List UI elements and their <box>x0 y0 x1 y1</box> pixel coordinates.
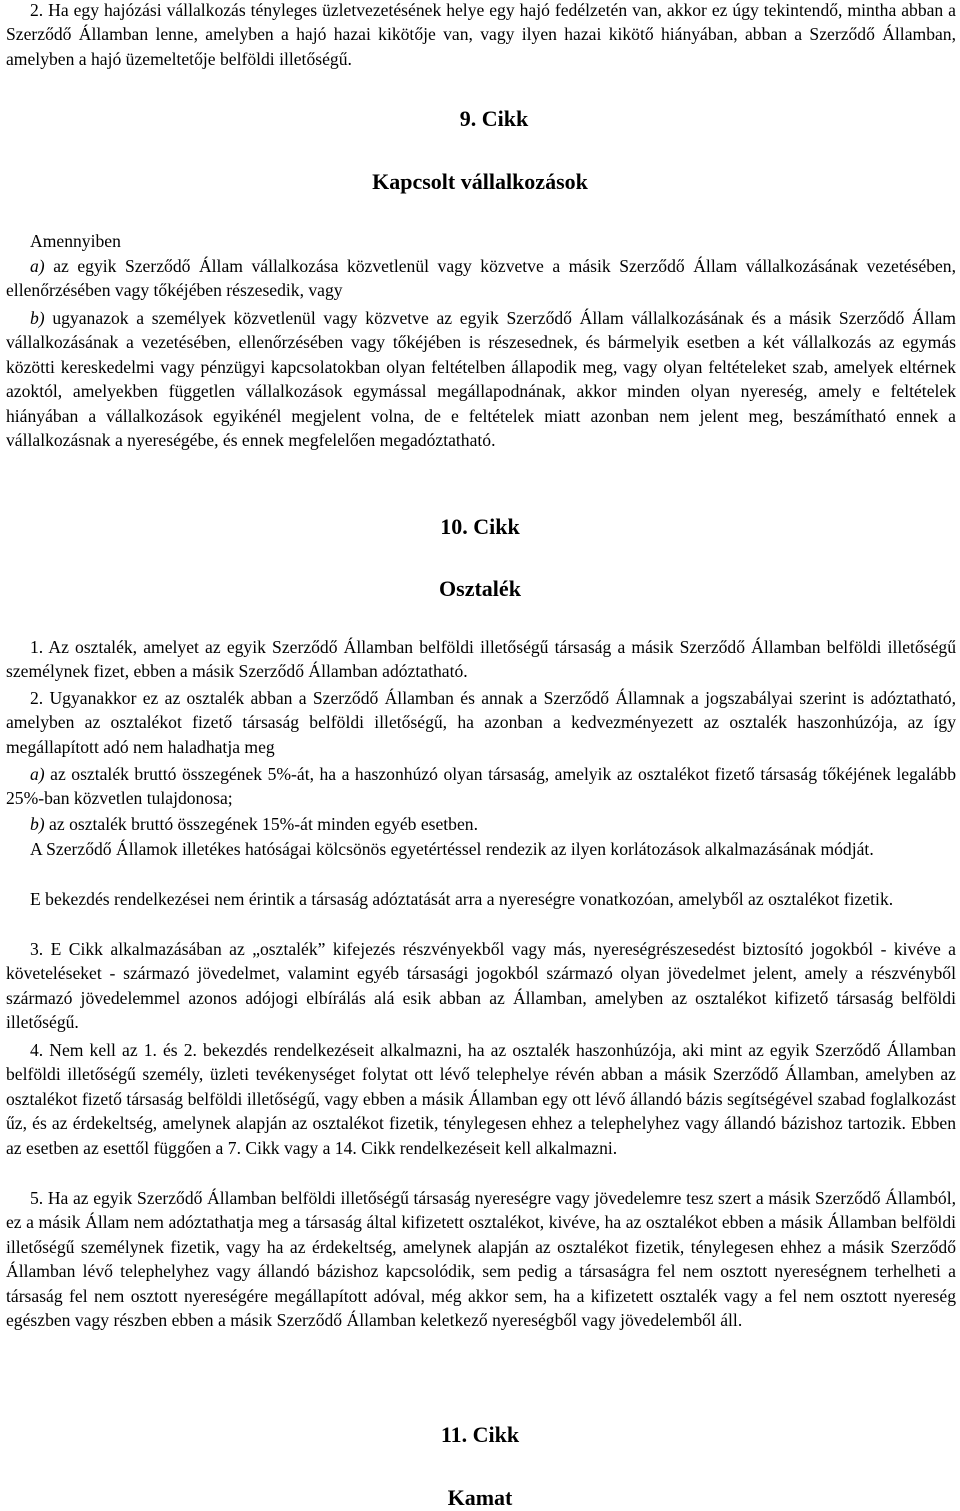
article-10-paragraph-3: 3. E Cikk alkalmazásában az „osztalék” kifejezés részvényekből vagy más, nyereségrészesedést biztosító jogokból - kivéve a követeléseket - származó jövedelmet, valamint egyéb társasági jogokból származó olyan jövedelmet jelent, amely a részvényből származó jövedelemmel azonos adójogi elbírálás alá esik abban az Államban, amelyben az osztalékot kifizető társaság belföldi illetőségű. <box>6 939 956 1033</box>
article-10-paragraph-1: 1. Az osztalék, amelyet az egyik Szerződő Államban belföldi illetőségű társaság a másik Szerződő Államban belföldi illetőségű személynek fizet, ebben a másik Szerződő Államban adóztatható. <box>6 637 956 682</box>
item-a-text: az egyik Szerződő Állam vállalkozása közvetlenül vagy közvetve a másik Szerződő Állam vállalkozásának vezetésében, ellenőrzésében vagy tőkéjében részesedik, vagy <box>6 256 956 301</box>
article-10-paragraph-5: 5. Ha az egyik Szerződő Államban belföldi illetőségű társaság nyereségre vagy jövedelemre tesz szert a másik Szerződő Államból, ez a másik Állam nem adóztathatja meg a társaság által kifizetett osztalékot, kivéve, ha az osztalékot ebben a másik Államban belföldi illetőségű személynek fizetik, vagy ha az érdekeltség, amelynek alapján az osztalékot fizetik, ténylegesen ehhez a másik Szerződő Államban lévő telephelyhez vagy állandó bázishoz kapcsolódik, sem pedig a társaságra fel nem osztott nyereségnem terhelheti a társaság fel nem osztott nyereségére megállapított adóval, még akkor sem, ha a kifizetett osztalék vagy a fel nem osztott nyereség egészben vagy részben ebben a másik Szerződő Államban keletkező nyereségből vagy jövedelemből áll. <box>6 1188 956 1331</box>
article-9-item-a <box>6 254 956 303</box>
article-10-title: Osztalék <box>439 576 521 601</box>
article-10-item-b <box>6 812 956 836</box>
article-10-paragraph-2: 2. Ugyanakkor ez az osztalék abban a Szerződő Államban és annak a Szerződő Államnak a jogszabályai szerint is adóztatható, amelyben az osztalékot fizető társaság belföldi illetőségű, ha azonban a kedvezményezett az osztalék haszonhúzója, az így megállapított adó nem haladhatja meg <box>6 688 956 757</box>
dividend-item-b-label: b) <box>30 814 45 834</box>
item-b-label: b) <box>30 308 45 328</box>
item-a-label: a) <box>30 256 45 276</box>
article-11-title: Kamat <box>447 1485 513 1510</box>
article-10-number: 10. Cikk <box>440 514 520 539</box>
article-9-item-b <box>6 306 956 452</box>
dividend-item-b-text: az osztalék bruttó összegének 15%-át minden egyéb esetben. <box>44 814 478 834</box>
paragraph-8-2: 2. Ha egy hajózási vállalkozás tényleges üzletvezetésének helye egy hajó fedélzetén van, akkor ez úgy tekintendő, mintha abban a Szerződő Államban lenne, amelyben a hajó hazai kikötője van, vagy ilyen hazai kikötő hiányában, abban a Szerződő Államban, amelyben a hajó üzemeltetője belföldi illetőségű. <box>6 0 956 69</box>
item-b-text: ugyanazok a személyek közvetlenül vagy közvetve az egyik Szerződő Állam vállalkozásának és a másik Szerződő Állam vállalkozásának a vezetésében, ellenőrzésében vagy tőkéjében is részesednek, és bármelyik esetben a két vállalkozás az egymás közötti kereskedelmi vagy pénzügyi kapcsolatokban olyan feltételben állapodik meg, vagy olyan feltételeket szab, amelyek eltérnek azoktól, amelyekben független vállalkozások egymással megállapodnának, akkor minden olyan nyereség, amely e feltételek hiányában a vállalkozások egyikénél megjelent volna, de e feltételek miatt azonban nem jelent meg, beszámítható ennek a vállalkozásnak a nyereségébe, és ennek megfelelően megadóztatható. <box>6 308 956 451</box>
article-10-paragraph-2d: E bekezdés rendelkezései nem érintik a társaság adóztatását arra a nyereségre vonatkozóan, amelyből az osztalékot fizetik. <box>30 889 894 909</box>
dividend-item-a-label: a) <box>30 764 45 784</box>
dividend-item-a-text: az osztalék bruttó összegének 5%-át, ha a haszonhúzó olyan társaság, amelyik az osztalékot fizető társaság tőkéjének legalább 25%-ban közvetlen tulajdonosa; <box>6 764 956 809</box>
article-9-number: 9. Cikk <box>459 106 529 131</box>
article-9-lead: Amennyiben <box>30 231 121 251</box>
article-10-item-a <box>6 762 956 811</box>
article-10-paragraph-4: 4. Nem kell az 1. és 2. bekezdés rendelkezéseit alkalmazni, ha az osztalék haszonhúzója, aki mint az egyik Szerződő Államban belföldi illetőségű személy, üzleti tevékenységet folytat ott lévő telephelye révén abban a másik Szerződő Államban, amelyben az osztalékot fizető társaság belföldi illetőségű, vagy ebben a másik Államban egy ott lévő állandó bázis segítségével szabad foglalkozást űz, és az érdekeltség, amelynek alapján az osztalékot fizetik, ténylegesen ehhez a telephelyhez vagy állandó bázishoz tartozik. Ebben az esetben az esettől függően a 7. Cikk vagy a 14. Cikk rendelkezéseit kell alkalmazni. <box>6 1040 956 1158</box>
article-10-paragraph-2c: A Szerződő Államok illetékes hatóságai kölcsönös egyetértéssel rendezik az ilyen korlátozások alkalmazásának módját. <box>30 839 874 859</box>
article-9-title: Kapcsolt vállalkozások <box>372 169 588 194</box>
article-11-number: 11. Cikk <box>440 1422 520 1447</box>
